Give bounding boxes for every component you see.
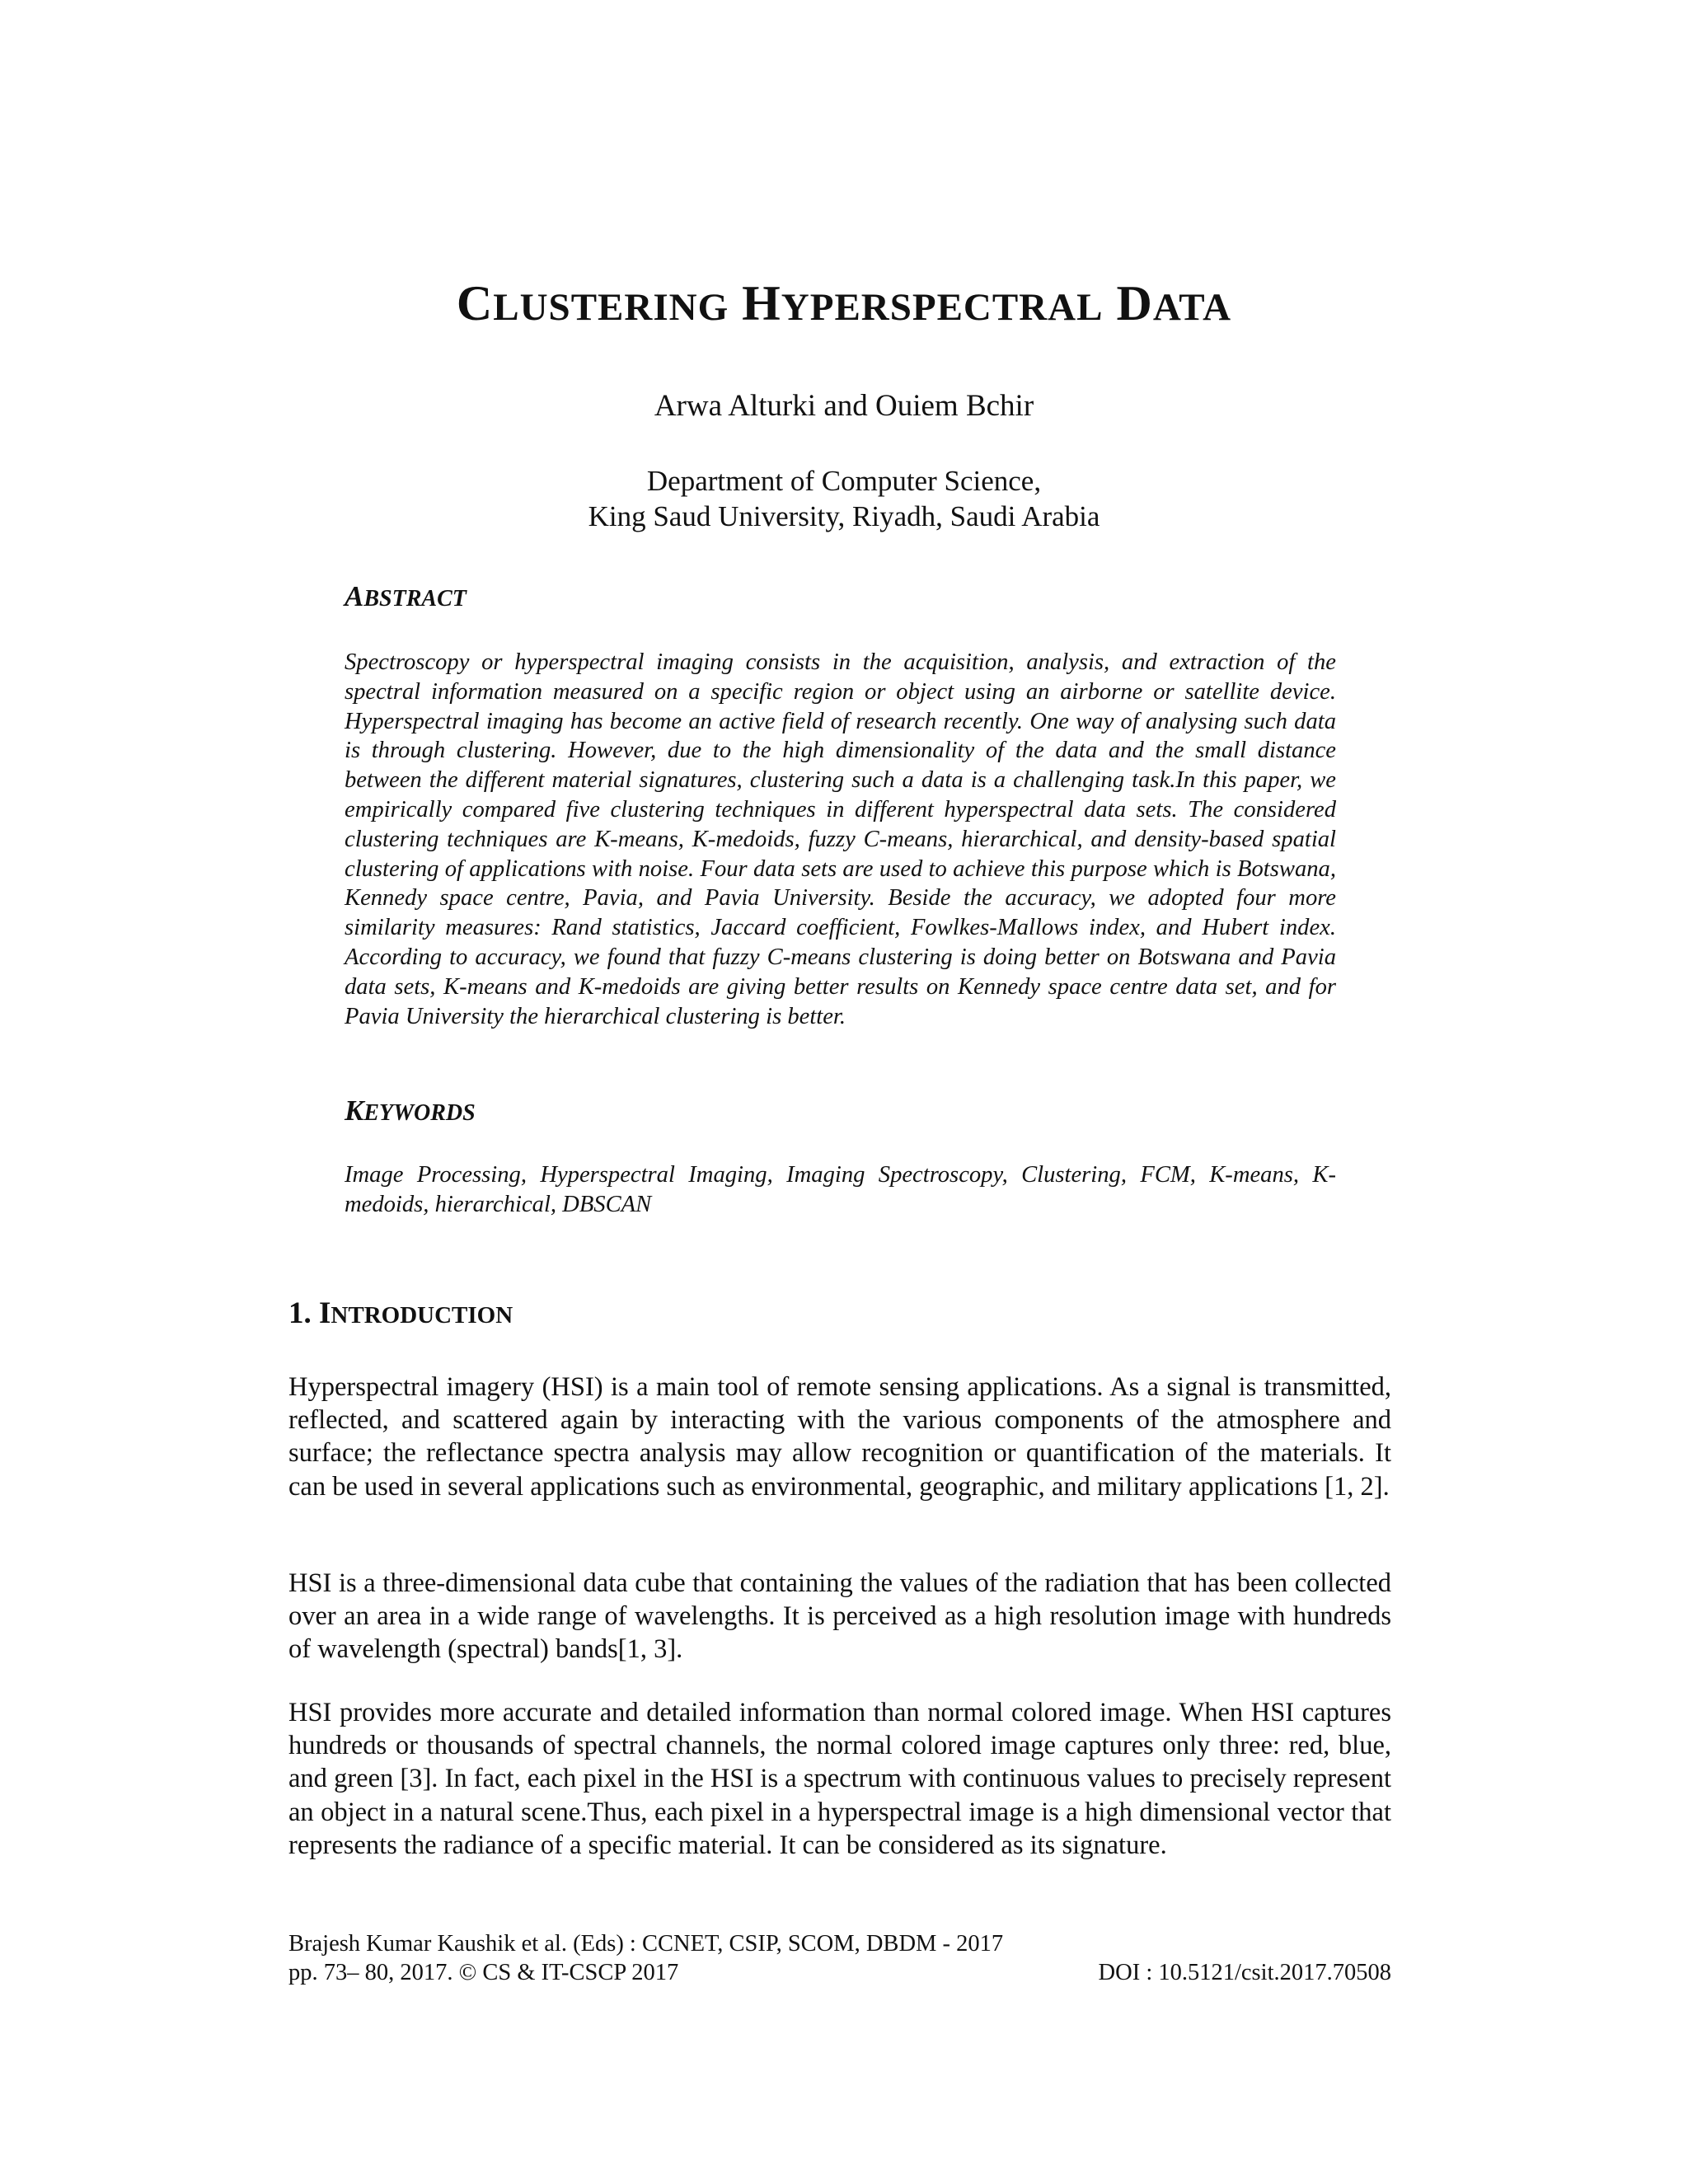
intro-paragraph-2: HSI is a three-dimensional data cube that containing the values of the radiation that has been collected over an area in a wide range of wavelengths. It is perceived as a high resolution image with hundreds of wavelength (spectral) bands[1, 3]. bbox=[288, 1568, 1391, 1665]
title-letter: D bbox=[1116, 276, 1153, 330]
heading-word-part: EYWORDS bbox=[363, 1100, 476, 1126]
footer-doi: DOI : 10.5121/csit.2017.70508 bbox=[1098, 1960, 1391, 1985]
title-word-part: ATA bbox=[1152, 286, 1232, 329]
intro-paragraph-1: Hyperspectral imagery (HSI) is a main tool of remote sensing applications. As a signal is transmitted, reflected, and scattered again by interacting with the various components of the atmosphere and surface; the reflectance spectra analysis may allow recognition or quantification of the materials. It can be used in several applications such as environmental, geographic, and military applications [1, 2]. bbox=[288, 1372, 1391, 1502]
title-word-part: LUSTERING bbox=[493, 286, 729, 329]
author-affiliation bbox=[0, 463, 1688, 534]
keywords-heading bbox=[345, 1094, 476, 1130]
abstract-body: Spectroscopy or hyperspectral imaging consists in the acquisition, analysis, and extraction of the spectral information measured on a specific region or object using an airborne or satellite device. Hyperspectral imaging has become an active field of research recently. One way of analysing such data is through clustering. However, due to the high dimensionality of the data and the small distance between the different material signatures, clustering such a data is a challenging task.In this paper, we empirically compared five clustering techniques in different hyperspectral data sets. The considered clustering techniques are K-means, K-medoids, fuzzy C-means, hierarchical, and density-based spatial clustering of applications with noise. Four data sets are used to achieve this purpose which is Botswana, Kennedy space centre, Pavia, and Pavia University. Beside the accuracy, we adopted four more similarity measures: Rand statistics, Jaccard coefficient, Fowlkes-Mallows index, and Hubert index. According to accuracy, we found that fuzzy C-means clustering is doing better on Botswana and Pavia data sets, K-means and K-medoids are giving better results on Kennedy space centre data set, and for Pavia University the hierarchical clustering is better. bbox=[345, 649, 1336, 1029]
heading-letter: A bbox=[345, 580, 364, 612]
heading-letter: K bbox=[345, 1094, 364, 1127]
heading-word-part: NTRODUCTION bbox=[331, 1302, 513, 1329]
heading-number: 1. I bbox=[288, 1296, 331, 1330]
heading-word-part: BSTRACT bbox=[363, 586, 467, 612]
affiliation-department: Department of Computer Science, bbox=[646, 465, 1042, 497]
footer-proceedings: Brajesh Kumar Kaushik et al. (Eds) : CCNET, CSIP, SCOM, DBDM - 2017 bbox=[288, 1931, 1004, 1957]
introduction-heading bbox=[288, 1296, 513, 1333]
keywords-body: Image Processing, Hyperspectral Imaging, Imaging Spectroscopy, Clustering, FCM, K-means, K-medoids, hierarchical, DBSCAN bbox=[345, 1162, 1336, 1217]
title-letter: C bbox=[456, 276, 494, 330]
footer-pages-copyright: pp. 73– 80, 2017. © CS & IT-CSCP 2017 bbox=[288, 1960, 679, 1985]
paper-title bbox=[0, 272, 1688, 339]
title-letter: H bbox=[742, 276, 781, 330]
author-list: Arwa Alturki and Ouiem Bchir bbox=[654, 389, 1034, 423]
abstract-heading bbox=[345, 580, 467, 616]
intro-paragraph-3: HSI provides more accurate and detailed information than normal colored image. When HSI captures hundreds or thousands of spectral channels, the normal colored image captures only three: red, blue, and green [3]. In fact, each pixel in the HSI is a spectrum with continuous values to precisely represent an object in a natural scene.Thus, each pixel in a hyperspectral image is a high dimensional vector that represents the radiance of a specific material. It can be considered as its signature. bbox=[288, 1698, 1391, 1860]
affiliation-university: King Saud University, Riyadh, Saudi Arabia bbox=[588, 500, 1100, 532]
title-word-part: YPERSPECTRAL bbox=[781, 286, 1104, 329]
